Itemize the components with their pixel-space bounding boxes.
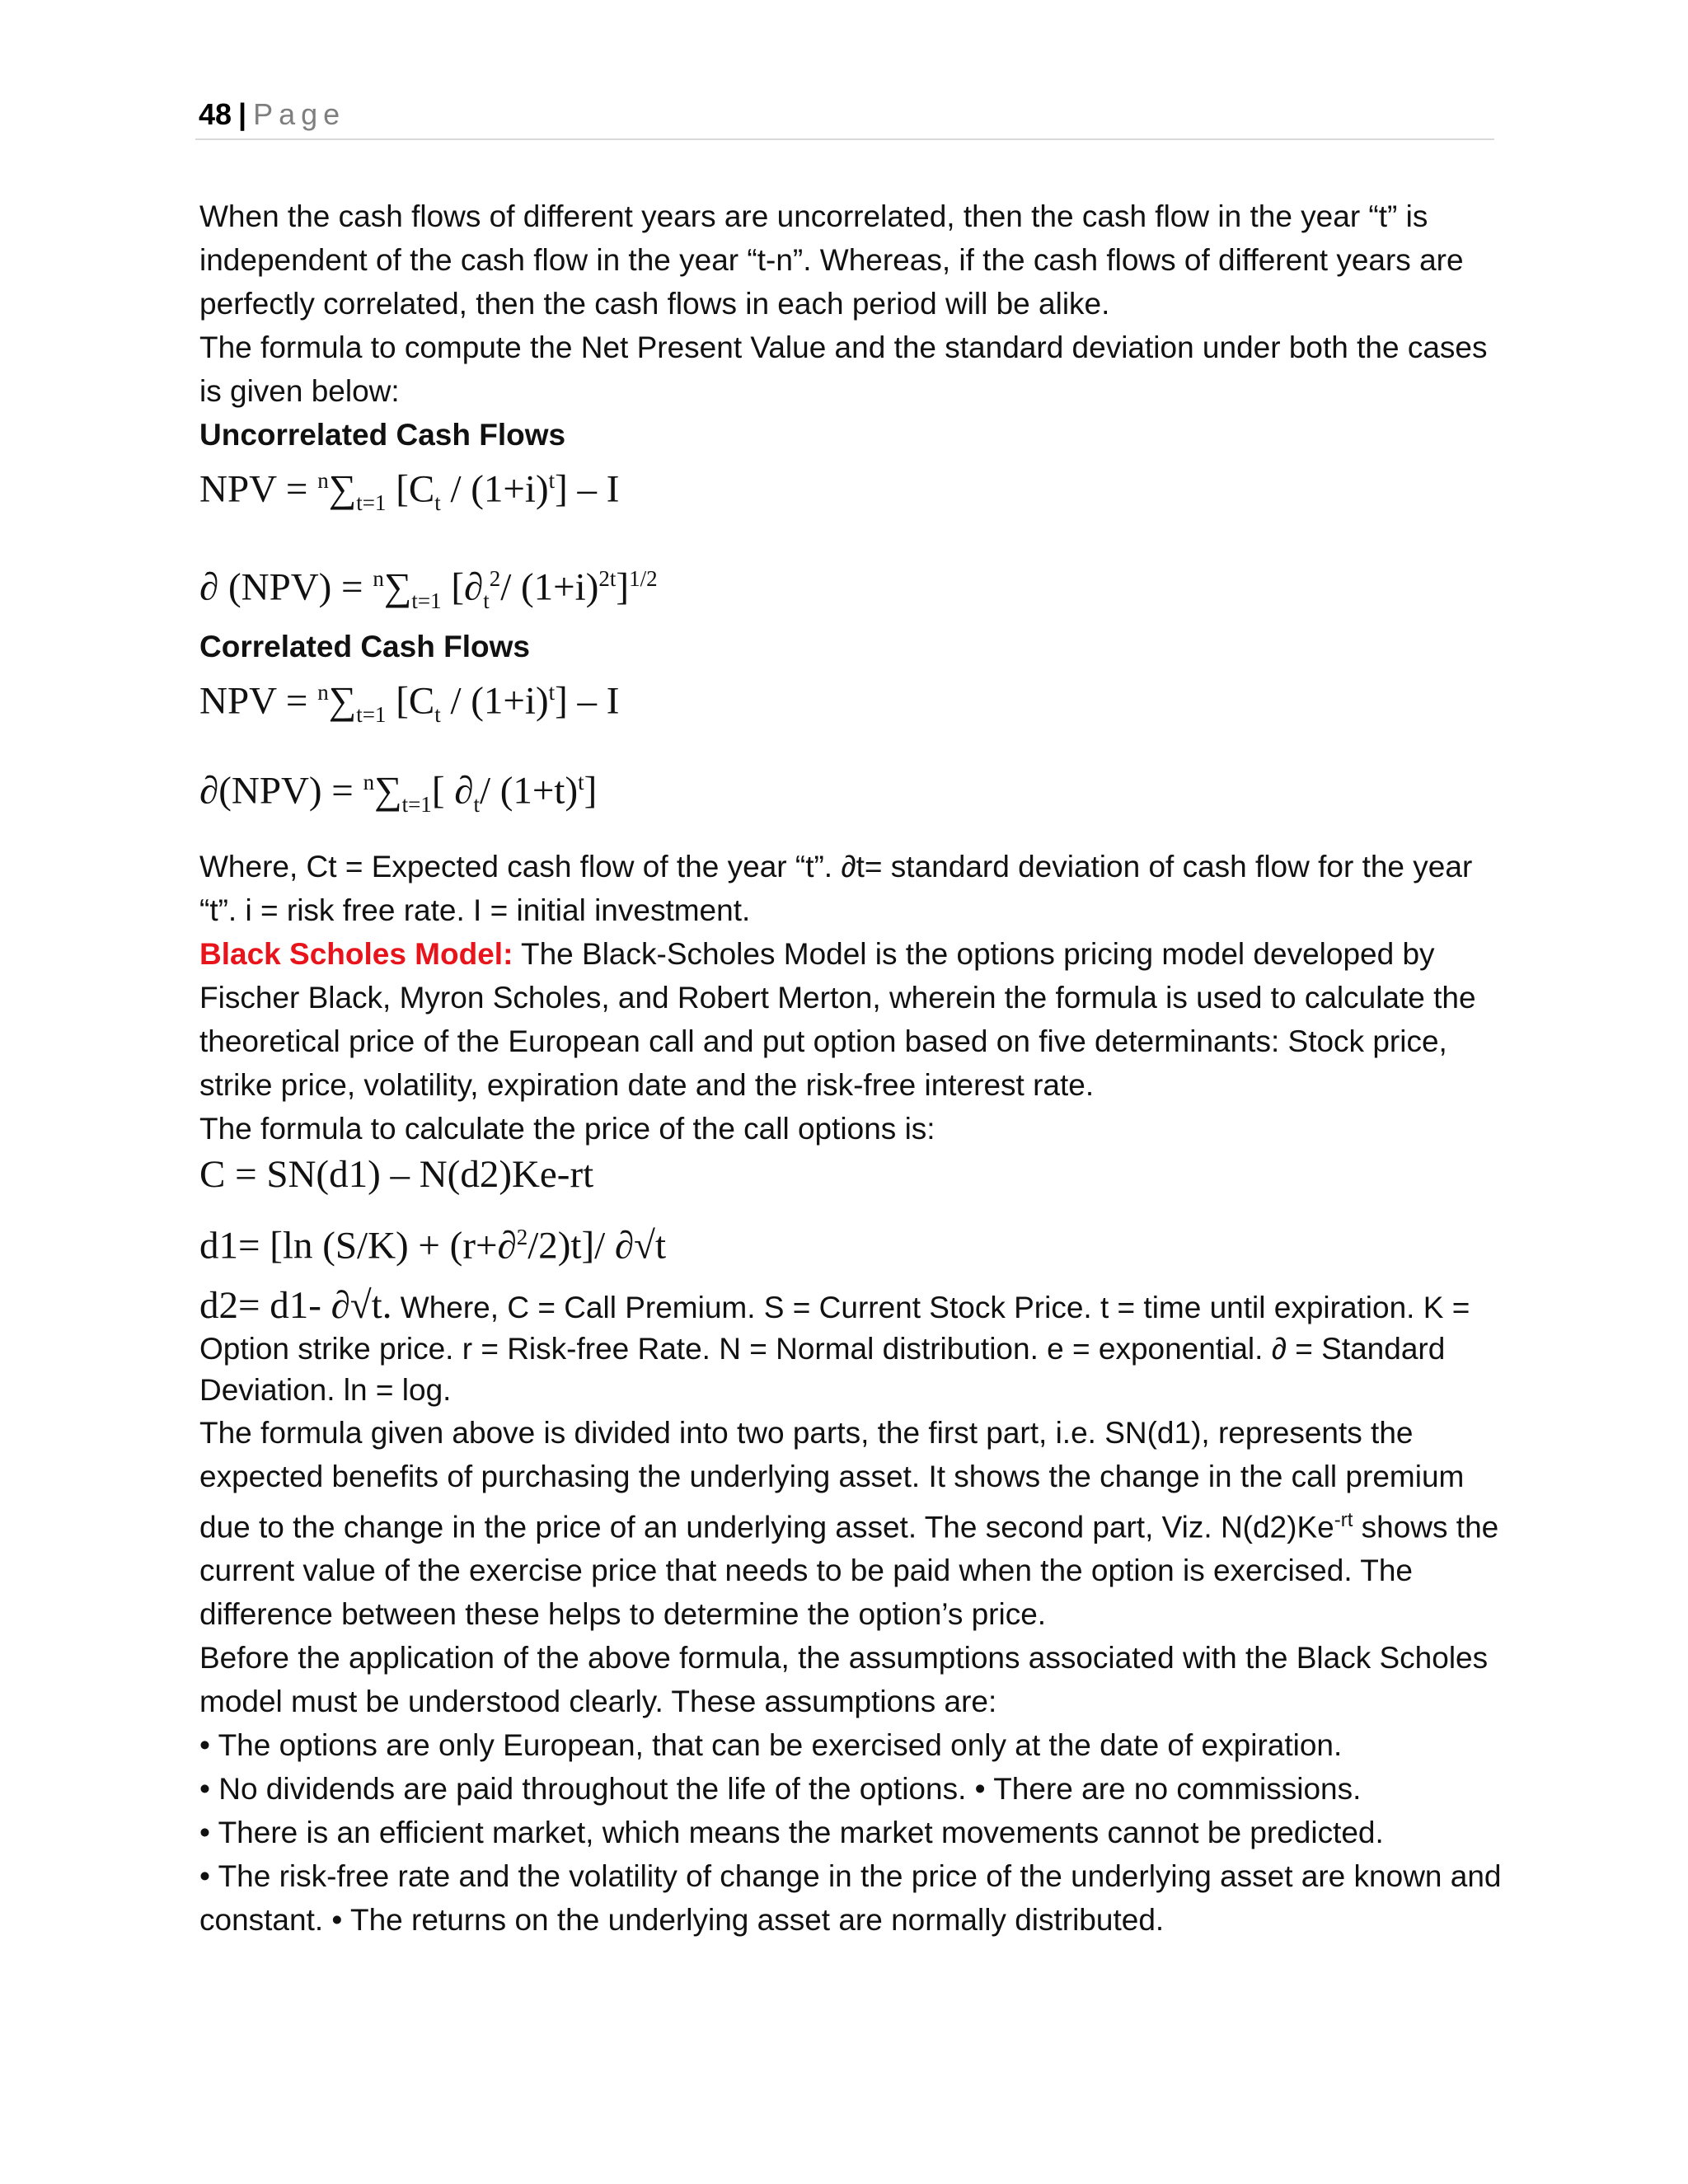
heading-correlated: Correlated Cash Flows: [199, 630, 530, 664]
header-rule: [195, 138, 1494, 140]
formula-d1: d1= [ln (S/K) + (r+∂$^2$/2)t]/ ∂√t: [199, 1224, 667, 1268]
formula-sd-uncorrelated: ∂ $(NPV) = ^n\sum_{t=1}$ [$\partial_t^2/$ $(1+i)^{2t}]^{1/2}$: [199, 565, 658, 614]
paragraph-formula-parts: The formula given above is divided into two parts, the first part, i.e. SN(d1), represents the expected benefits of purchasing the underlying asset. It shows the change in the call premium due to the change in the price of an underlying asset. The second part, Viz. $N(d2)Ke^{-rt}$ shows the current value of the exercise price that needs to be paid when the option is exercised. The difference between these helps to determine the option’s price.: [199, 1415, 1499, 1632]
page-number: 48: [199, 97, 232, 131]
page-header: [199, 97, 345, 132]
list-item: • The options are only European, that can be exercised only at the date of expiration.: [199, 1728, 1343, 1763]
paragraph-formula-intro: The formula to compute the Net Present Value and the standard deviation under both the cases is given below:: [199, 330, 1488, 408]
paragraph-call-formula-intro: The formula to calculate the price of the call options is:: [199, 1112, 935, 1146]
paragraph-black-scholes: Black Scholes Model: The Black-Scholes Model is the options pricing model developed by Fischer Black, Myron Scholes, and Robert Merton, wherein the formula is used to calculate the theoretical price of the European call and put option based on five determinants: Stock price, strike price, volatility, expiration date and the risk-free interest rate.: [199, 937, 1476, 1103]
black-scholes-label: Black Scholes Model:: [199, 937, 513, 972]
paragraph-d2-where: d2= d1- ∂√t. Where, C = Call Premium. S = Current Stock Price. t = time until expiration. K = Option strike price. r = Risk-free Rate. N = Normal distribution. e = exponential. ∂ = Standard Deviation. ln = log.: [199, 1283, 1470, 1407]
list-item: • There is an efficient market, which means the market movements cannot be predicted.: [199, 1816, 1384, 1850]
list-item: • No dividends are paid throughout the life of the options. • There are no commissions.: [199, 1772, 1362, 1807]
formula-npv-correlated: NPV = $^n\sum_{t=1}$ $[C_t / (1+i)^t] - I$: [199, 679, 620, 728]
paragraph-correlation: When the cash flows of different years are uncorrelated, then the cash flow in the year “t” is independent of the cash flow in the year “t-n”. Whereas, if the cash flows of different years are perfectly correlated, then the cash flows in each period will be alike.: [199, 199, 1464, 321]
paragraph-assumptions-intro: Before the application of the above formula, the assumptions associated with the Black Scholes model must be understood clearly. These assumptions are:: [199, 1641, 1489, 1719]
paragraph-where-ct: Where, Ct = Expected cash flow of the year “t”. ∂t= standard deviation of cash flow for the year “t”. i = risk free rate. I = initial investment.: [199, 850, 1473, 928]
list-item: • The risk-free rate and the volatility of change in the price of the underlying asset are known and constant. • The returns on the underlying asset are normally distributed.: [199, 1859, 1502, 1938]
page-label: Page: [253, 97, 346, 131]
formula-d2: d2= d1- ∂√t.: [199, 1283, 392, 1327]
page-content: [199, 194, 1502, 1942]
formula-call-price: C = SN(d1) – N(d2)Ke-rt: [199, 1153, 594, 1197]
formula-npv-uncorrelated: NPV = $^n\sum_{t=1}$ $[C_t / (1+i)^t] - I$: [199, 467, 620, 516]
heading-uncorrelated: Uncorrelated Cash Flows: [199, 418, 566, 452]
formula-sd-correlated: $\partial(NPV) = ^n\sum_{t=1}$[ $\partial_t/$ $(1+t)^t$]: [199, 769, 598, 818]
header-separator: |: [238, 97, 247, 131]
